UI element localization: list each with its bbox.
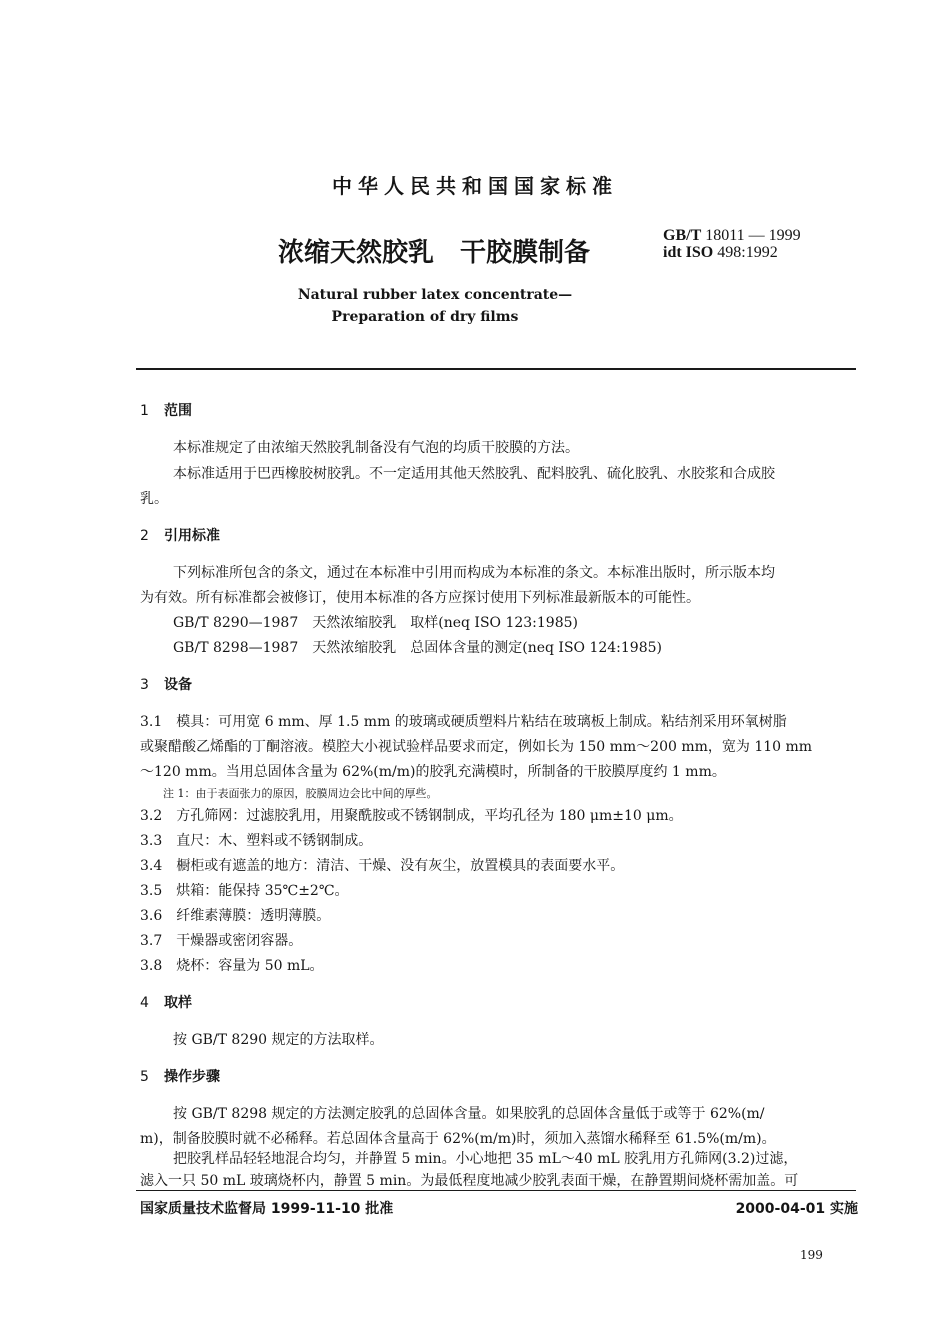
- section-title: 取样: [164, 995, 192, 1011]
- paragraph: 下列标准所包含的条文，通过在本标准中引用而构成为本标准的条文。本标准出版时，所示版本均: [173, 565, 775, 581]
- clause-3-6: 3.6 纤维素薄膜：透明薄膜。: [140, 908, 331, 924]
- reference-item: GB/T 8298—1987 天然浓缩胶乳 总固体含量的测定(neq ISO 124:1985): [173, 640, 662, 656]
- page-title: 浓缩天然胶乳 干胶膜制备: [278, 238, 591, 268]
- paragraph: 把胶乳样品轻轻地混合均匀，并静置 5 min。小心地把 35 mL～40 mL 胶乳用方孔筛网(3.2)过滤，: [173, 1151, 798, 1167]
- idt-number: 498:1992: [717, 244, 778, 261]
- section-title: 操作步骤: [164, 1069, 220, 1085]
- section-title: 范围: [164, 403, 192, 419]
- section-number: 3: [140, 677, 149, 693]
- footer-divider: [136, 1190, 856, 1191]
- section-3-heading: [140, 674, 192, 694]
- english-title-line-1: Natural rubber latex concentrate—: [297, 287, 573, 303]
- clause-3-4: 3.4 橱柜或有遮盖的地方：清洁、干燥、没有灰尘，放置模具的表面要水平。: [140, 858, 625, 874]
- standard-number-block: [663, 227, 801, 261]
- std-number: 18011 — 1999: [705, 227, 801, 244]
- clause-3-8: 3.8 烧杯：容量为 50 mL。: [140, 958, 324, 974]
- reference-item: GB/T 8290—1987 天然浓缩胶乳 取样(neq ISO 123:1985): [173, 615, 578, 631]
- std-prefix: GB/T: [663, 227, 702, 244]
- section-number: 2: [140, 528, 149, 544]
- page-number: 199: [800, 1248, 823, 1262]
- paragraph: 本标准适用于巴西橡胶树胶乳。不一定适用其他天然胶乳、配料胶乳、硫化胶乳、水胶浆和合成胶: [173, 466, 775, 482]
- header-divider: [136, 368, 856, 370]
- paragraph: 本标准规定了由浓缩天然胶乳制备没有气泡的均质干胶膜的方法。: [173, 440, 579, 456]
- clause-3-1: 3.1 模具：可用宽 6 mm、厚 1.5 mm 的玻璃或硬质塑料片粘结在玻璃板上制成。粘结剂采用环氧树脂: [140, 714, 787, 730]
- section-title: 设备: [164, 677, 192, 693]
- paragraph: 按 GB/T 8290 规定的方法取样。: [173, 1032, 384, 1048]
- section-title: 引用标准: [164, 528, 220, 544]
- paragraph-continuation: m)，制备胶膜时就不必稀释。若总固体含量高于 62%(m/m)时，须加入蒸馏水稀释至 61.5%(m/m)。: [140, 1131, 776, 1147]
- clause-3-3: 3.3 直尺：木、塑料或不锈钢制成。: [140, 833, 373, 849]
- clause-3-5: 3.5 烘箱：能保持 35℃±2℃。: [140, 883, 349, 899]
- note: 注 1：由于表面张力的原因，胶膜周边会比中间的厚些。: [163, 787, 438, 800]
- section-5-heading: [140, 1066, 220, 1086]
- country-standard-heading: 中华人民共和国国家标准: [332, 174, 618, 198]
- section-number: 4: [140, 995, 149, 1011]
- approval-line: 国家质量技术监督局 1999-11-10 批准: [140, 1201, 394, 1217]
- english-title-line-2: Preparation of dry films: [331, 309, 519, 325]
- section-number: 1: [140, 403, 149, 419]
- section-4-heading: [140, 992, 192, 1012]
- clause-3-1-cont: 或聚醋酸乙烯酯的丁酮溶液。模腔大小视试验样品要求而定，例如长为 150 mm～200 mm，宽为 110 mm: [140, 739, 813, 755]
- section-1-heading: [140, 400, 192, 420]
- clause-3-1-cont: ～120 mm。当用总固体含量为 62%(m/m)的胶乳充满模时，所制备的干胶膜厚度约 1 mm。: [140, 764, 726, 780]
- section-2-heading: [140, 525, 220, 545]
- clause-3-7: 3.7 干燥器或密闭容器。: [140, 933, 303, 949]
- paragraph-continuation: 滤入一只 50 mL 玻璃烧杯内，静置 5 min。为最低程度地减少胶乳表面干燥，在静置期间烧杯需加盖。可: [140, 1173, 799, 1189]
- clause-3-2: 3.2 方孔筛网：过滤胶乳用，用聚酰胺或不锈钢制成，平均孔径为 180 μm±10 μm。: [140, 808, 683, 824]
- section-number: 5: [140, 1069, 149, 1085]
- paragraph-continuation: 乳。: [140, 491, 168, 507]
- paragraph: 按 GB/T 8298 规定的方法测定胶乳的总固体含量。如果胶乳的总固体含量低于或等于 62%(m/: [173, 1106, 765, 1122]
- effective-date: 2000-04-01 实施: [735, 1201, 858, 1217]
- paragraph-continuation: 为有效。所有标准都会被修订，使用本标准的各方应探讨使用下列标准最新版本的可能性。: [140, 590, 700, 606]
- idt-prefix: idt ISO: [663, 244, 714, 261]
